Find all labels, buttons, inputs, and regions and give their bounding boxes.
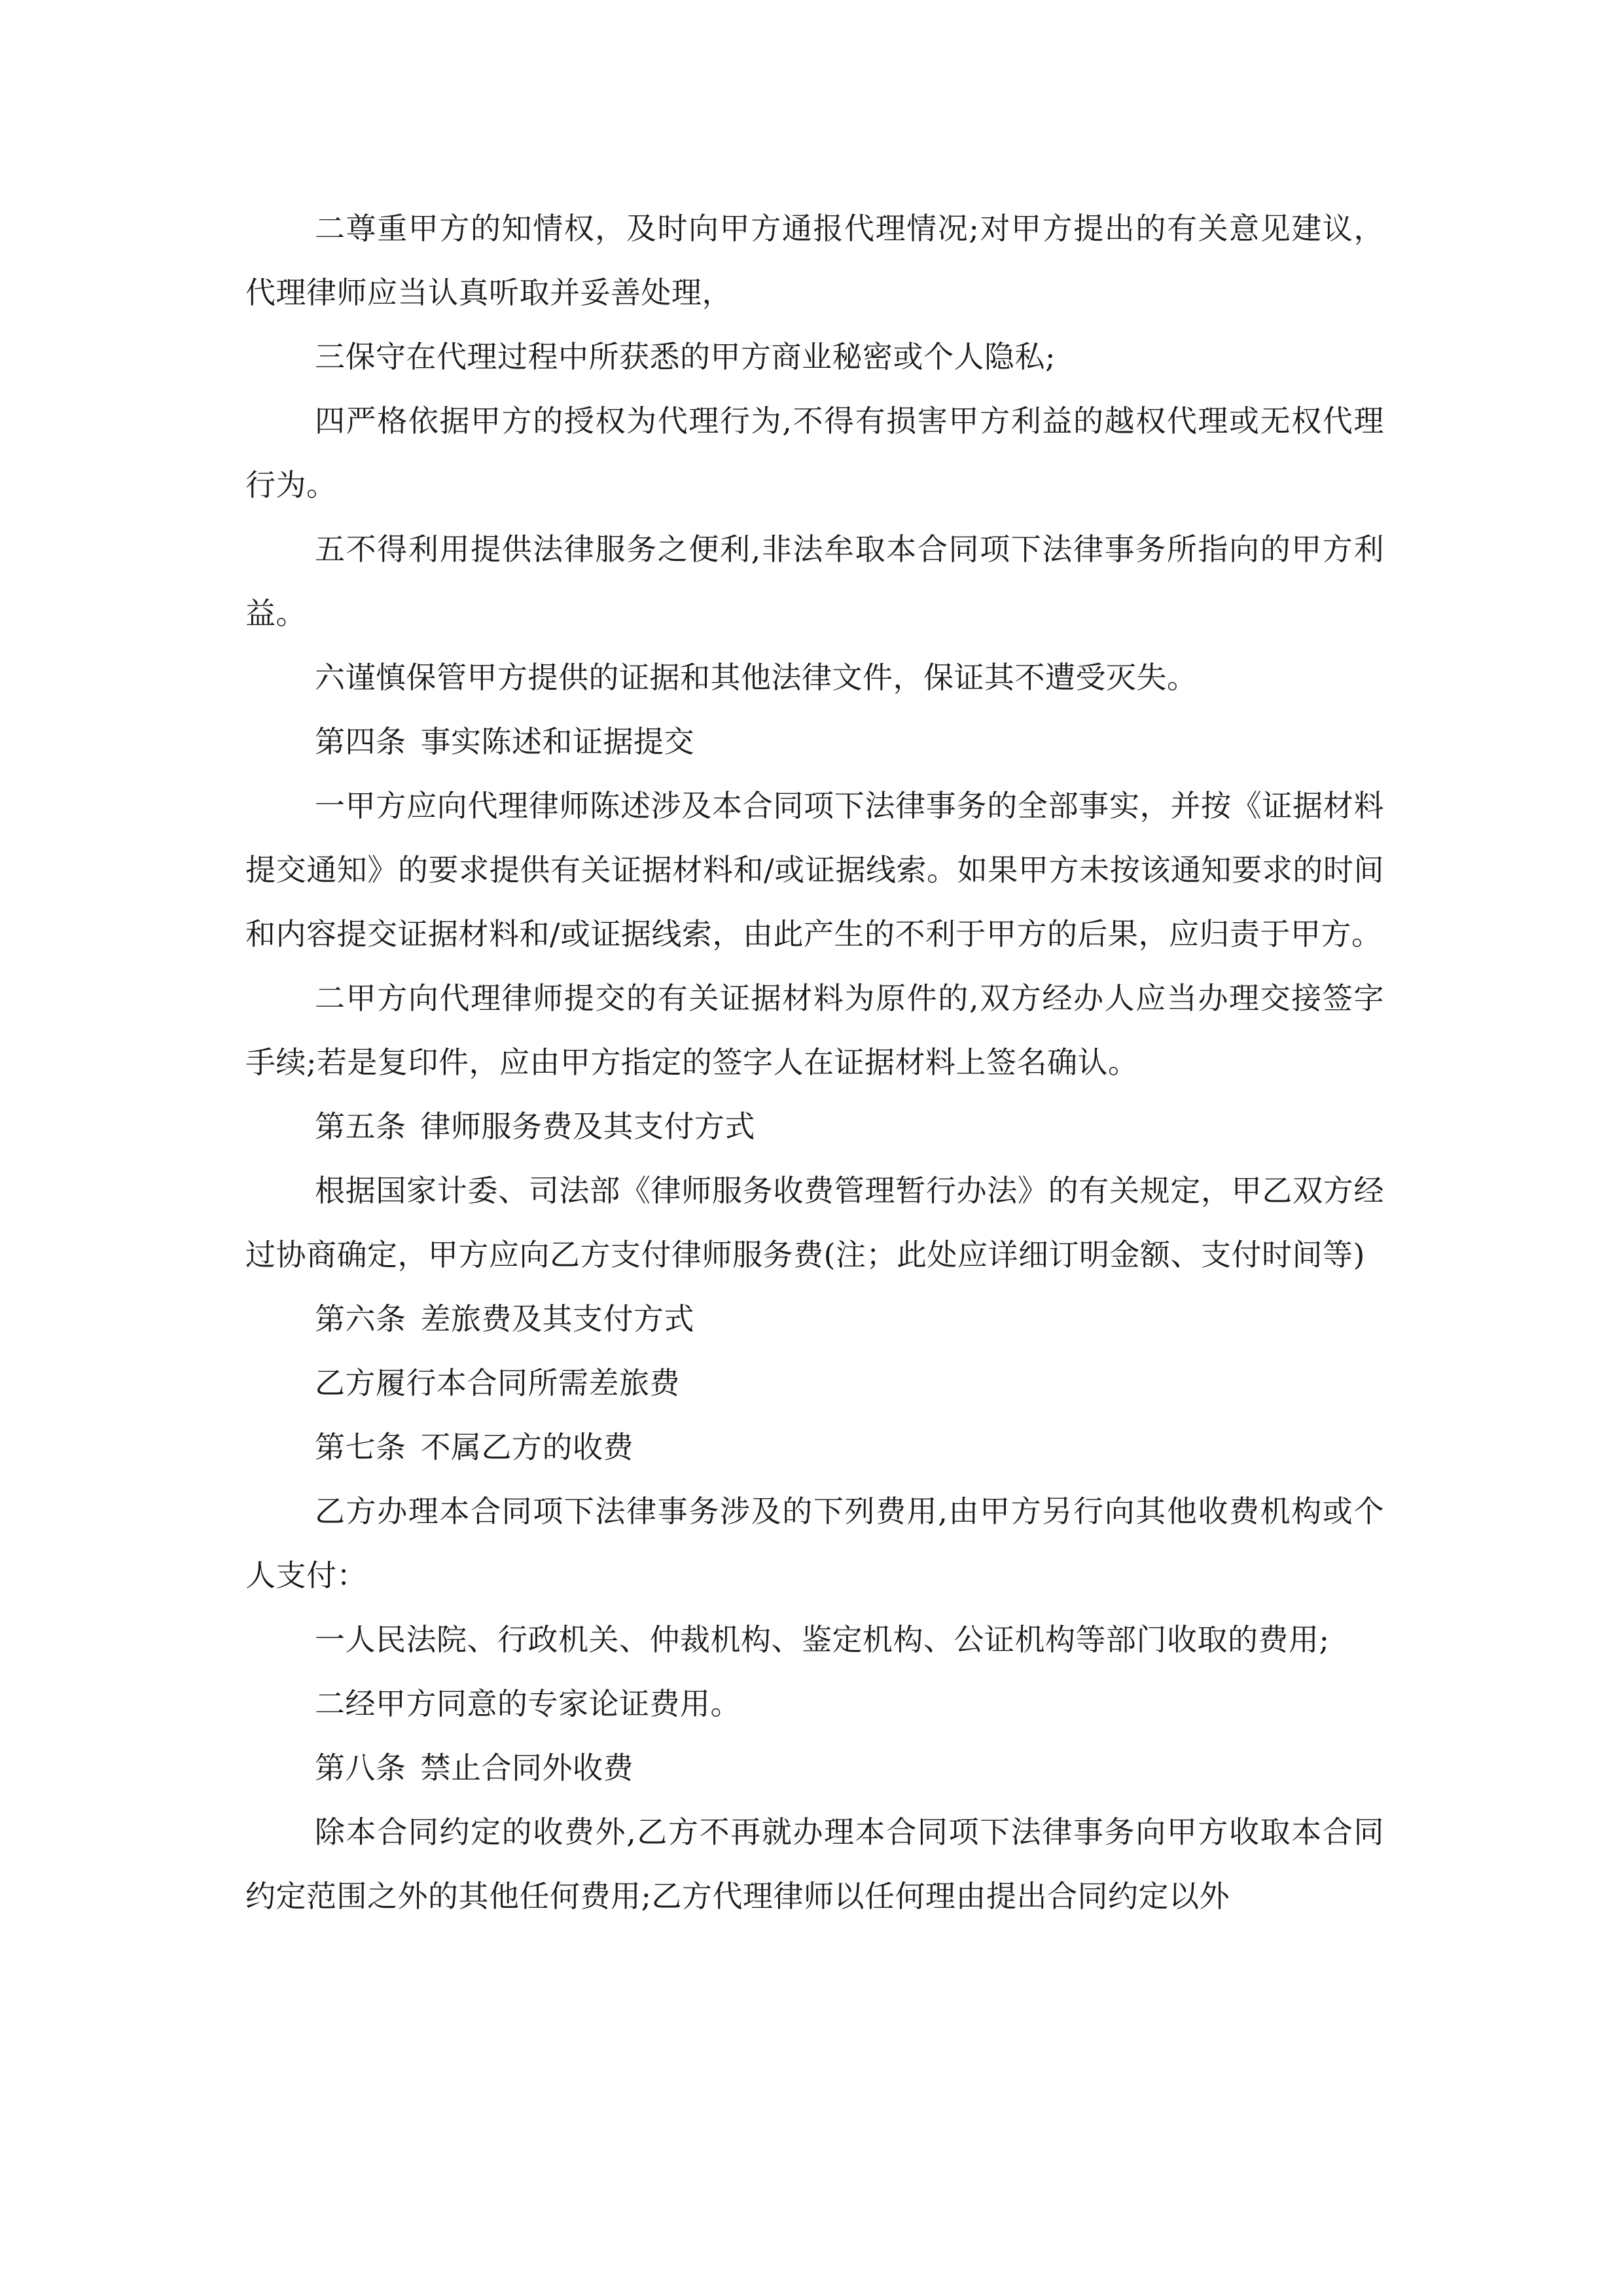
article-7-title: 不属乙方的收费 — [420, 1429, 633, 1465]
article-7-number: 第七条 — [315, 1429, 406, 1465]
paragraph-evidence-handover: 二甲方向代理律师提交的有关证据材料为原件的,双方经办人应当办理交接签字手续;若是复印件，应由甲方指定的签字人在证据材料上签名确认。 — [245, 980, 1384, 1080]
paragraph-keep-confidential: 三保守在代理过程中所获悉的甲方商业秘密或个人隐私; — [315, 339, 1056, 374]
article-6-number: 第六条 — [315, 1301, 406, 1336]
article-4-number: 第四条 — [315, 724, 406, 759]
article-5-heading — [245, 1094, 1384, 1158]
paragraph-respect-right-to-know: 二尊重甲方的知情权，及时向甲方通报代理情况;对甲方提出的有关意见建议，代理律师应当认真听取并妥善处理， — [245, 211, 1384, 310]
paragraph-travel-expenses: 乙方履行本合同所需差旅费 — [315, 1365, 680, 1401]
article-5-title: 律师服务费及其支付方式 — [420, 1109, 755, 1144]
article-7-heading — [245, 1415, 1384, 1479]
article-4-title: 事实陈述和证据提交 — [420, 724, 694, 759]
paragraph-institution-fees: 一人民法院、行政机关、仲裁机构、鉴定机构、公证机构等部门收取的费用; — [315, 1622, 1330, 1657]
paragraph-no-extra-charges: 除本合同约定的收费外,乙方不再就办理本合同项下法律事务向甲方收取本合同约定范围之外的其他任何费用;乙方代理律师以任何理由提出合同约定以外 — [245, 1814, 1384, 1914]
article-6-title: 差旅费及其支付方式 — [420, 1301, 694, 1336]
paragraph-safekeep-evidence: 六谨慎保管甲方提供的证据和其他法律文件，保证其不遭受灭失。 — [315, 660, 1198, 695]
paragraph-service-fee: 根据国家计委、司法部《律师服务收费管理暂行办法》的有关规定，甲乙双方经过协商确定，甲方应向乙方支付律师服务费(注；此处应详细订明金额、支付时间等) — [245, 1173, 1384, 1272]
paragraph-no-illegal-benefit: 五不得利用提供法律服务之便利,非法牟取本合同项下法律事务所指向的甲方利益。 — [245, 531, 1384, 631]
article-4-heading — [245, 709, 1384, 774]
paragraph-act-within-authority: 四严格依据甲方的授权为代理行为,不得有损害甲方利益的越权代理或无权代理行为。 — [245, 403, 1384, 503]
article-8-number: 第八条 — [315, 1750, 406, 1785]
paragraph-other-fees: 乙方办理本合同项下法律事务涉及的下列费用,由甲方另行向其他收费机构或个人支付： — [245, 1494, 1384, 1593]
contract-body — [245, 196, 1384, 1928]
article-6-heading — [245, 1287, 1384, 1351]
article-8-heading — [245, 1736, 1384, 1800]
article-5-number: 第五条 — [315, 1109, 406, 1144]
paragraph-state-facts: 一甲方应向代理律师陈述涉及本合同项下法律事务的全部事实，并按《证据材料提交通知》的要求提供有关证据材料和/或证据线索。如果甲方未按该通知要求的时间和内容提交证据材料和/或证据线索，由此产生的不利于甲方的后果，应归责于甲方。 — [245, 788, 1384, 952]
article-8-title: 禁止合同外收费 — [420, 1750, 633, 1785]
paragraph-expert-fees: 二经甲方同意的专家论证费用。 — [315, 1686, 741, 1721]
